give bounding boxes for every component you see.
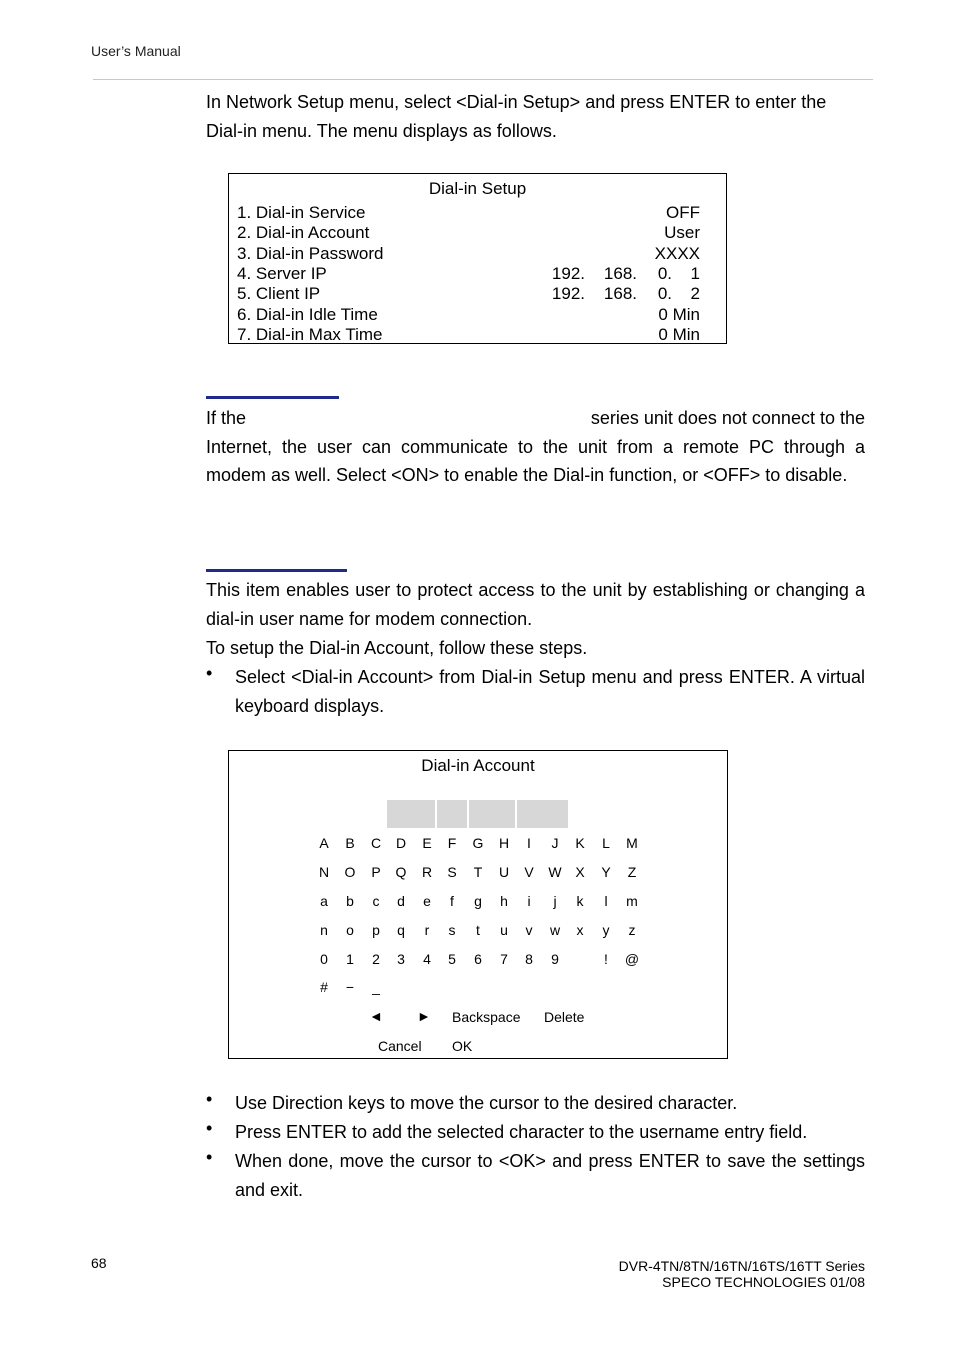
page-number: 68 [91, 1255, 107, 1271]
header-divider [93, 79, 873, 80]
key[interactable]: N [318, 863, 330, 880]
cancel-button[interactable]: Cancel [378, 1038, 422, 1054]
key[interactable]: I [527, 835, 531, 851]
menu-row-max-time[interactable] [237, 325, 700, 345]
menu-label: 6. Dial-in Idle Time [237, 304, 378, 324]
key[interactable]: r [424, 921, 430, 938]
bullet-item: Press ENTER to add the selected character to the username entry field. [235, 1122, 808, 1142]
menu-title: Dial-in Setup [428, 179, 527, 198]
key[interactable]: X [575, 863, 585, 880]
key[interactable]: 9 [551, 950, 559, 967]
key[interactable]: j [553, 892, 557, 909]
menu-row-server-ip[interactable] [237, 264, 700, 284]
key[interactable]: S [447, 863, 457, 880]
key[interactable]: L [602, 835, 610, 851]
menu-value: XXXX [654, 243, 700, 263]
key[interactable]: − [345, 979, 355, 995]
menu-label: 5. Client IP [237, 284, 321, 304]
bullet-marker: • [206, 1089, 213, 1109]
dialin-account-keyboard [228, 750, 728, 1059]
key[interactable]: H [498, 835, 510, 851]
key[interactable]: m [626, 892, 638, 909]
key[interactable]: o [346, 921, 354, 938]
key[interactable]: T [473, 863, 483, 880]
menu-row-idle-time[interactable] [237, 305, 700, 325]
menu-value: 0 Min [658, 324, 700, 344]
menu-row-client-ip[interactable] [237, 284, 700, 304]
key[interactable]: p [372, 921, 380, 938]
key[interactable]: V [524, 863, 534, 880]
intro-paragraph: In Network Setup menu, select <Dial-in Setup> and press ENTER to enter the Dial-in menu. The menu displays as follows. [206, 92, 827, 141]
section-heading-rule [206, 396, 339, 399]
key[interactable]: s [448, 921, 456, 938]
key[interactable]: a [320, 892, 328, 909]
menu-row-dialin-service[interactable] [237, 203, 700, 223]
keyboard-title: Dial-in Account [421, 756, 535, 775]
key[interactable]: W [548, 863, 562, 880]
key[interactable]: 1 [346, 950, 354, 967]
ip-octet: 2 [690, 284, 700, 304]
key[interactable]: @ [624, 950, 640, 967]
key[interactable]: Y [601, 863, 611, 880]
server-ip-value [549, 264, 700, 284]
menu-label: 4. Server IP [237, 263, 327, 283]
key[interactable]: e [423, 892, 431, 909]
key[interactable]: q [397, 921, 405, 938]
key[interactable]: 6 [474, 950, 482, 967]
key[interactable]: g [474, 892, 482, 909]
menu-label: 7. Dial-in Max Time [237, 324, 383, 344]
key[interactable]: x [576, 921, 584, 938]
section1-tail: series unit does not connect to the [590, 408, 865, 428]
running-header: User’s Manual [91, 43, 181, 59]
menu-label: 3. Dial-in Password [237, 243, 384, 263]
key[interactable]: y [602, 921, 610, 938]
key[interactable]: t [476, 921, 480, 938]
key[interactable]: ! [604, 950, 608, 967]
section-heading-rule [206, 569, 347, 572]
bullet-marker: • [206, 1118, 213, 1138]
key[interactable]: 3 [397, 950, 405, 967]
bullet-item: Use Direction keys to move the cursor to the desired character. [235, 1093, 738, 1113]
key[interactable]: Q [395, 863, 407, 880]
ip-octet: 192. [551, 284, 585, 304]
key[interactable]: d [397, 892, 405, 909]
key[interactable]: E [422, 835, 432, 851]
menu-row-dialin-account[interactable] [237, 223, 700, 243]
ok-button[interactable]: OK [452, 1038, 473, 1054]
section2-steps-intro: To setup the Dial-in Account, follow these steps. [206, 638, 588, 658]
menu-label: 2. Dial-in Account [237, 223, 370, 243]
footer-series: DVR-4TN/8TN/16TN/16TS/16TT Series [618, 1258, 865, 1274]
key[interactable]: F [447, 835, 457, 851]
key[interactable]: 7 [500, 950, 508, 967]
key[interactable]: f [450, 892, 454, 909]
delete-button[interactable]: Delete [544, 1009, 585, 1025]
key[interactable]: C [370, 835, 382, 851]
section1-paragraph: Internet, the user can communicate to the unit from a remote PC through a modem as well. Select <ON> to enable the Dial-in function, or <OFF> to disable. [206, 436, 865, 486]
key[interactable]: i [527, 892, 531, 909]
bullet-item: When done, move the cursor to <OK> and press ENTER to save the settings and exit. [235, 1151, 865, 1200]
key[interactable]: 5 [448, 950, 456, 967]
key[interactable]: 0 [320, 950, 328, 967]
ip-octet: 192. [551, 263, 585, 283]
cursor-left-button[interactable]: ◄ [369, 1008, 383, 1024]
key[interactable]: _ [372, 979, 380, 995]
username-entry-cell [387, 800, 435, 828]
ip-octet: 1 [690, 263, 700, 283]
bullet-marker: • [206, 1147, 213, 1167]
ip-octet: 168. [603, 284, 637, 304]
cursor-right-button[interactable]: ► [417, 1008, 431, 1024]
key[interactable]: z [628, 921, 636, 938]
section1-lead: If the [206, 408, 247, 428]
bullet-item: Select <Dial-in Account> from Dial-in Setup menu and press ENTER. A virtual keyboard displays. [235, 667, 865, 716]
key[interactable]: U [498, 863, 510, 880]
key[interactable]: R [421, 863, 433, 880]
key[interactable]: D [395, 835, 407, 851]
menu-value: User [664, 223, 700, 243]
key[interactable]: w [549, 921, 561, 938]
key[interactable]: l [604, 892, 608, 909]
backspace-button[interactable]: Backspace [452, 1009, 521, 1025]
key[interactable]: A [319, 835, 329, 851]
client-ip-value [549, 284, 700, 304]
section2-paragraph: This item enables user to protect access to the unit by establishing or changing a dial-in user name for modem connection. [206, 580, 865, 629]
dialin-setup-menu [228, 173, 727, 344]
key[interactable]: K [575, 835, 585, 851]
key[interactable]: n [320, 921, 328, 938]
key[interactable]: J [551, 835, 559, 851]
key[interactable]: G [472, 835, 484, 851]
username-entry-cell [469, 800, 515, 828]
key[interactable]: c [372, 892, 380, 909]
key[interactable]: P [371, 863, 381, 880]
key[interactable]: 8 [525, 950, 533, 967]
menu-value: OFF [666, 203, 700, 222]
key[interactable]: Z [627, 863, 637, 880]
key[interactable]: u [500, 921, 508, 938]
key[interactable]: k [576, 892, 584, 909]
username-entry-cell [437, 800, 467, 828]
ip-octet: 0. [657, 263, 672, 283]
key[interactable]: 2 [372, 950, 380, 967]
ip-octet: 0. [657, 284, 672, 304]
key[interactable]: v [525, 921, 533, 938]
key[interactable]: O [344, 863, 356, 880]
key[interactable]: 4 [423, 950, 431, 967]
menu-label: 1. Dial-in Service [237, 203, 366, 222]
key[interactable]: h [500, 892, 508, 909]
menu-row-dialin-password[interactable] [237, 244, 700, 264]
username-entry-cell [517, 800, 568, 828]
key[interactable]: B [345, 835, 355, 851]
bullet-marker: • [206, 663, 213, 683]
menu-value: 0 Min [658, 304, 700, 324]
key[interactable]: b [346, 892, 354, 909]
key[interactable]: M [626, 835, 638, 851]
footer-company: SPECO TECHNOLOGIES 01/08 [662, 1274, 865, 1290]
key[interactable]: # [320, 979, 328, 995]
ip-octet: 168. [603, 263, 637, 283]
